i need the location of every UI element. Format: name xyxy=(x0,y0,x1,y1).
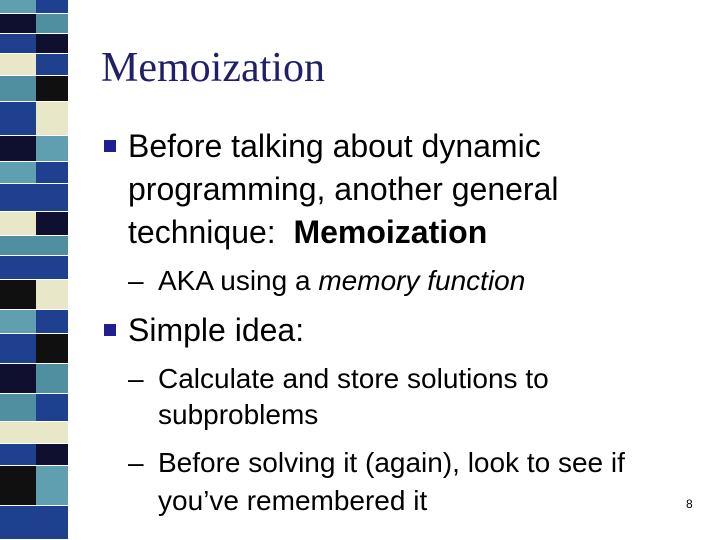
stripe-block xyxy=(36,466,68,506)
decorative-stripe xyxy=(0,0,68,540)
stripe-block xyxy=(0,256,36,280)
stripe-block xyxy=(36,506,68,540)
stripe-block xyxy=(36,256,68,280)
bullet-2-sub-2-line-1: Before solving it (again), look to see if xyxy=(158,447,625,478)
stripe-block xyxy=(0,394,36,422)
stripe-block xyxy=(0,506,36,540)
stripe-block xyxy=(36,136,68,162)
bullet-1-sub-text: AKA using a xyxy=(158,265,319,296)
stripe-block xyxy=(0,34,36,54)
stripe-block xyxy=(0,54,36,76)
bullet-1-sub-italic: memory function xyxy=(318,265,526,296)
bullet-1-sub xyxy=(158,264,525,298)
stripe-block xyxy=(0,76,36,102)
stripe-block xyxy=(36,102,68,136)
bullet-square-icon xyxy=(104,324,116,336)
stripe-block xyxy=(36,280,68,310)
stripe-block xyxy=(36,422,68,444)
stripe-block xyxy=(0,14,36,34)
stripe-block xyxy=(0,422,36,444)
bullet-1-line-1: Before talking about dynamic xyxy=(128,128,541,164)
bullet-2-sub-1-line-1: Calculate and store solutions to xyxy=(158,363,549,394)
stripe-block xyxy=(36,76,68,102)
dash-marker: – xyxy=(128,447,144,478)
stripe-block xyxy=(36,14,68,34)
stripe-block xyxy=(36,34,68,54)
stripe-block xyxy=(36,162,68,184)
bullet-square-icon xyxy=(104,140,116,152)
bullet-1-line-3-text: technique: xyxy=(128,214,294,250)
stripe-block xyxy=(0,444,36,466)
stripe-block xyxy=(36,236,68,256)
stripe-block xyxy=(0,212,36,236)
stripe-block xyxy=(0,236,36,256)
stripe-block xyxy=(36,394,68,422)
dash-marker: – xyxy=(128,265,144,296)
bullet-2-text: Simple idea: xyxy=(128,312,305,348)
bullet-1-line-2: programming, another general xyxy=(128,171,559,207)
stripe-block xyxy=(36,310,68,334)
stripe-block xyxy=(36,334,68,364)
stripe-block xyxy=(36,364,68,394)
stripe-block xyxy=(0,162,36,184)
bullet-2-sub-1-line-2: subproblems xyxy=(158,399,319,430)
stripe-block xyxy=(36,212,68,236)
stripe-block xyxy=(0,310,36,334)
stripe-block xyxy=(36,0,68,14)
stripe-block xyxy=(0,334,36,364)
slide-title: Memoization xyxy=(101,45,325,91)
bullet-1-keyword: Memoization xyxy=(293,214,488,250)
stripe-block xyxy=(36,54,68,76)
stripe-block xyxy=(0,466,36,506)
page-number: 8 xyxy=(686,497,693,511)
stripe-block xyxy=(0,102,36,136)
stripe-block xyxy=(0,136,36,162)
stripe-block xyxy=(36,184,68,212)
stripe-block xyxy=(0,0,36,14)
stripe-block xyxy=(0,280,36,310)
stripe-block xyxy=(0,364,36,394)
dash-marker: – xyxy=(128,363,144,394)
stripe-block xyxy=(36,444,68,466)
bullet-1-line-3 xyxy=(128,214,487,250)
bullet-2-sub-2-line-2: you’ve remembered it xyxy=(158,485,428,516)
stripe-block xyxy=(0,184,36,212)
